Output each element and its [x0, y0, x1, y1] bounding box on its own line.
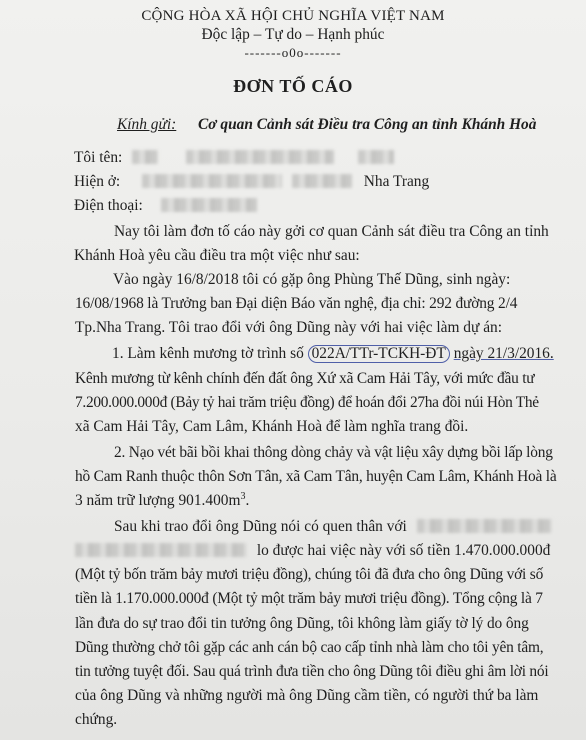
body-line: chứng. [75, 711, 118, 728]
underlined-date: ngày 21/3/2016. [453, 345, 554, 362]
phone-field [74, 196, 257, 216]
volume-period: . [245, 492, 250, 509]
body-line: (Một tỷ bốn trăm bảy mươi triệu đồng), chúng tôi đã đưa cho ông Dũng với số [75, 566, 544, 583]
body-text: Sau khi trao đổi ông Dũng nói có quen thân với [114, 518, 407, 535]
body-text: lo được hai việc này với số tiền 1.470.000.000đ [256, 542, 551, 559]
body-line: tin tưởng tuyệt đối. Sau quá trình đưa tiền cho ông Dũng tôi điều ghi âm lời nói [75, 663, 549, 680]
volume-text: 3 năm trữ lượng 901.400m [75, 492, 241, 509]
national-title: CỘNG HÒA XÃ HỘI CHỦ NGHĨA VIỆT NAM [141, 8, 445, 24]
redacted-address-1 [142, 174, 282, 188]
address-field [74, 172, 429, 192]
body-line: Tp.Nha Trang. Tôi trao đổi với ông Dũng này với hai việc làm dự án: [75, 319, 502, 336]
body-line: hồ Cam Ranh thuộc thôn Sơn Tân, xã Cam Tân, huyện Cam Lâm, Khánh Hoà là [75, 468, 557, 485]
item1-text: 1. Làm kênh mương tờ trình số [112, 345, 308, 362]
recipient-line [117, 115, 536, 135]
body-line [112, 344, 554, 364]
redacted-name-2 [186, 150, 334, 164]
circled-document-number: 022A/TTr-TCKH-ĐT [308, 345, 450, 363]
phone-label: Điện thoại: [74, 197, 143, 214]
national-motto: Độc lập – Tự do – Hạnh phúc [201, 26, 385, 43]
redacted-name-1 [132, 150, 158, 164]
body-line: 16/08/1968 là Trưởng ban Đại diện Báo văn nghệ, địa chỉ: 292 đường 2/4 [75, 295, 518, 312]
body-line: lần đưa do sự trao đổi tin tưởng ông Dũng, tôi không làm giấy tờ lý do ông [75, 615, 529, 632]
body-line: xã Cam Hải Tây, Cam Lâm, Khánh Hoà để làm nghĩa trang đồi. [75, 418, 469, 435]
header-divider: -------o0o------- [244, 45, 342, 60]
body-line: tiền là 1.170.000.000đ (Một tỷ một trăm bảy mươi triệu đồng). Tổng cộng là 7 [75, 590, 543, 607]
name-label: Tôi tên: [74, 149, 123, 166]
body-line: 2. Nạo vét bãi bồi khai thông dòng chảy và vật liệu xây dựng bồi lấp lòng [114, 444, 553, 461]
cubic-superscript: 3 [240, 490, 246, 502]
body-line: 7.200.000.000đ (Bảy tỷ hai trăm triệu đồng) để hoán đổi 27ha đồi núi Hòn Thẻ [75, 394, 539, 411]
body-line [75, 491, 249, 511]
redacted-name-3 [358, 150, 394, 164]
recipient-label: Kính gửi: [117, 116, 177, 133]
body-line: Vào ngày 16/8/2018 tôi có gặp ông Phùng Thế Dũng, sinh ngày: [113, 271, 511, 288]
body-line: Nay tôi làm đơn tố cáo này gởi cơ quan Cảnh sát điều tra Công an tỉnh [114, 223, 549, 240]
redacted-phone [161, 198, 257, 212]
body-line [75, 541, 550, 561]
body-line: của ông Dũng và những người mà ông Dũng cầm tiền, có người thứ ba làm [75, 687, 539, 704]
body-line: Kênh mương từ kênh chính đến đất ông Xứ xã Cam Hải Tây, với mức đầu tư [75, 370, 535, 387]
body-line: Dũng thường chở tôi gặp các anh cán bộ cao cấp tỉnh nhà làm cho tôi yên tâm, [75, 639, 544, 656]
redacted-person-cont [75, 543, 247, 557]
redacted-person [417, 519, 552, 533]
body-line: Khánh Hoà yêu cầu điều tra một việc như sau: [74, 247, 360, 264]
redacted-address-2 [292, 174, 352, 188]
document-title: ĐƠN TỐ CÁO [233, 76, 353, 96]
body-line [114, 517, 552, 537]
address-city: Nha Trang [363, 173, 430, 190]
name-field [74, 148, 394, 168]
recipient-name: Cơ quan Cảnh sát Điều tra Công an tỉnh Khánh Hoà [198, 116, 537, 133]
address-label: Hiện ở: [74, 173, 121, 190]
